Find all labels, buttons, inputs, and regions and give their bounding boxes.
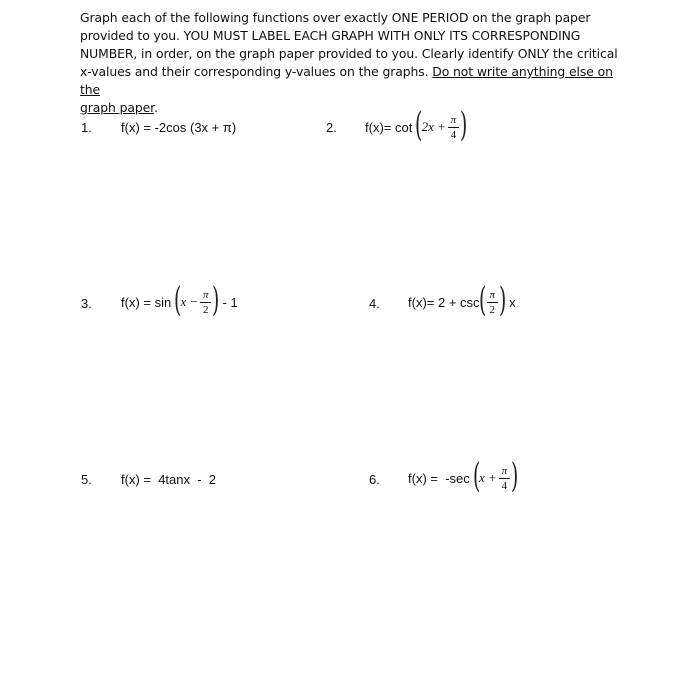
problem-4-number: 4. [369,296,380,311]
problem-3-number: 3. [81,296,92,311]
problem-6-function [408,456,519,497]
instructions-line [80,99,620,117]
instructions-line: NUMBER, in order, on the graph paper provided to you. Clearly identify ONLY the critical [80,46,618,61]
instructions-underlined-text: graph paper [80,100,155,115]
instructions-period: . [154,100,158,115]
fraction [499,465,510,492]
fraction-numerator: π [489,288,496,301]
fraction-denominator: 4 [501,479,508,492]
problem-1-number: 1. [81,120,92,135]
right-paren-icon: ) [212,280,220,320]
problem-6-number: 6. [369,472,380,487]
fraction-numerator: π [450,113,457,126]
function-inner: x + [479,470,497,485]
function-suffix: - 1 [222,294,238,310]
function-prefix: f(x) = -sec [408,470,470,486]
problem-2-function [365,105,468,146]
right-paren-icon: ) [510,456,519,496]
fraction [448,114,459,141]
fraction-bar [487,302,498,303]
instructions-line: Graph each of the following functions over exactly ONE PERIOD on the graph paper [80,10,591,25]
fraction-denominator: 4 [450,128,457,141]
problem-1-function: f(x) = -2cos (3x + π) [121,120,237,135]
function-prefix: f(x) = sin [121,294,172,310]
left-paren-icon: ( [415,105,423,145]
fraction-bar [200,302,211,303]
function-inner: x − [180,294,199,309]
fraction [487,289,498,316]
instructions-line [80,63,620,99]
function-prefix: f(x)= cot [365,119,413,135]
function-prefix: f(x)= 2 + csc [408,294,480,310]
function-suffix: x [509,294,516,310]
problem-5-number: 5. [81,472,92,487]
instructions-text: x-values and their corresponding y-values on the graphs. [80,64,429,79]
left-paren-icon: ( [174,280,182,320]
fraction-bar [499,478,510,479]
function-inner: 2x + [421,119,446,134]
instructions-paragraph [80,9,620,117]
problem-4-function [408,280,516,321]
instructions-line: provided to you. YOU MUST LABEL EACH GRAPH WITH ONLY ITS CORRESPONDING [80,28,581,43]
fraction-denominator: 2 [203,303,209,316]
right-paren-icon: ) [459,105,468,145]
fraction-numerator: π [501,464,508,477]
problem-5-function: f(x) = 4tanx - 2 [121,472,217,487]
instructions-underlined-text: Do not write anything else on the [80,64,613,97]
fraction-numerator: π [203,288,209,301]
problem-3-function [121,280,238,321]
left-paren-icon: ( [472,456,481,496]
problem-2-number: 2. [326,120,337,135]
fraction-bar [448,127,459,128]
fraction-denominator: 2 [489,303,496,316]
left-paren-icon: ( [478,280,486,320]
right-paren-icon: ) [498,280,507,320]
fraction [200,289,211,316]
